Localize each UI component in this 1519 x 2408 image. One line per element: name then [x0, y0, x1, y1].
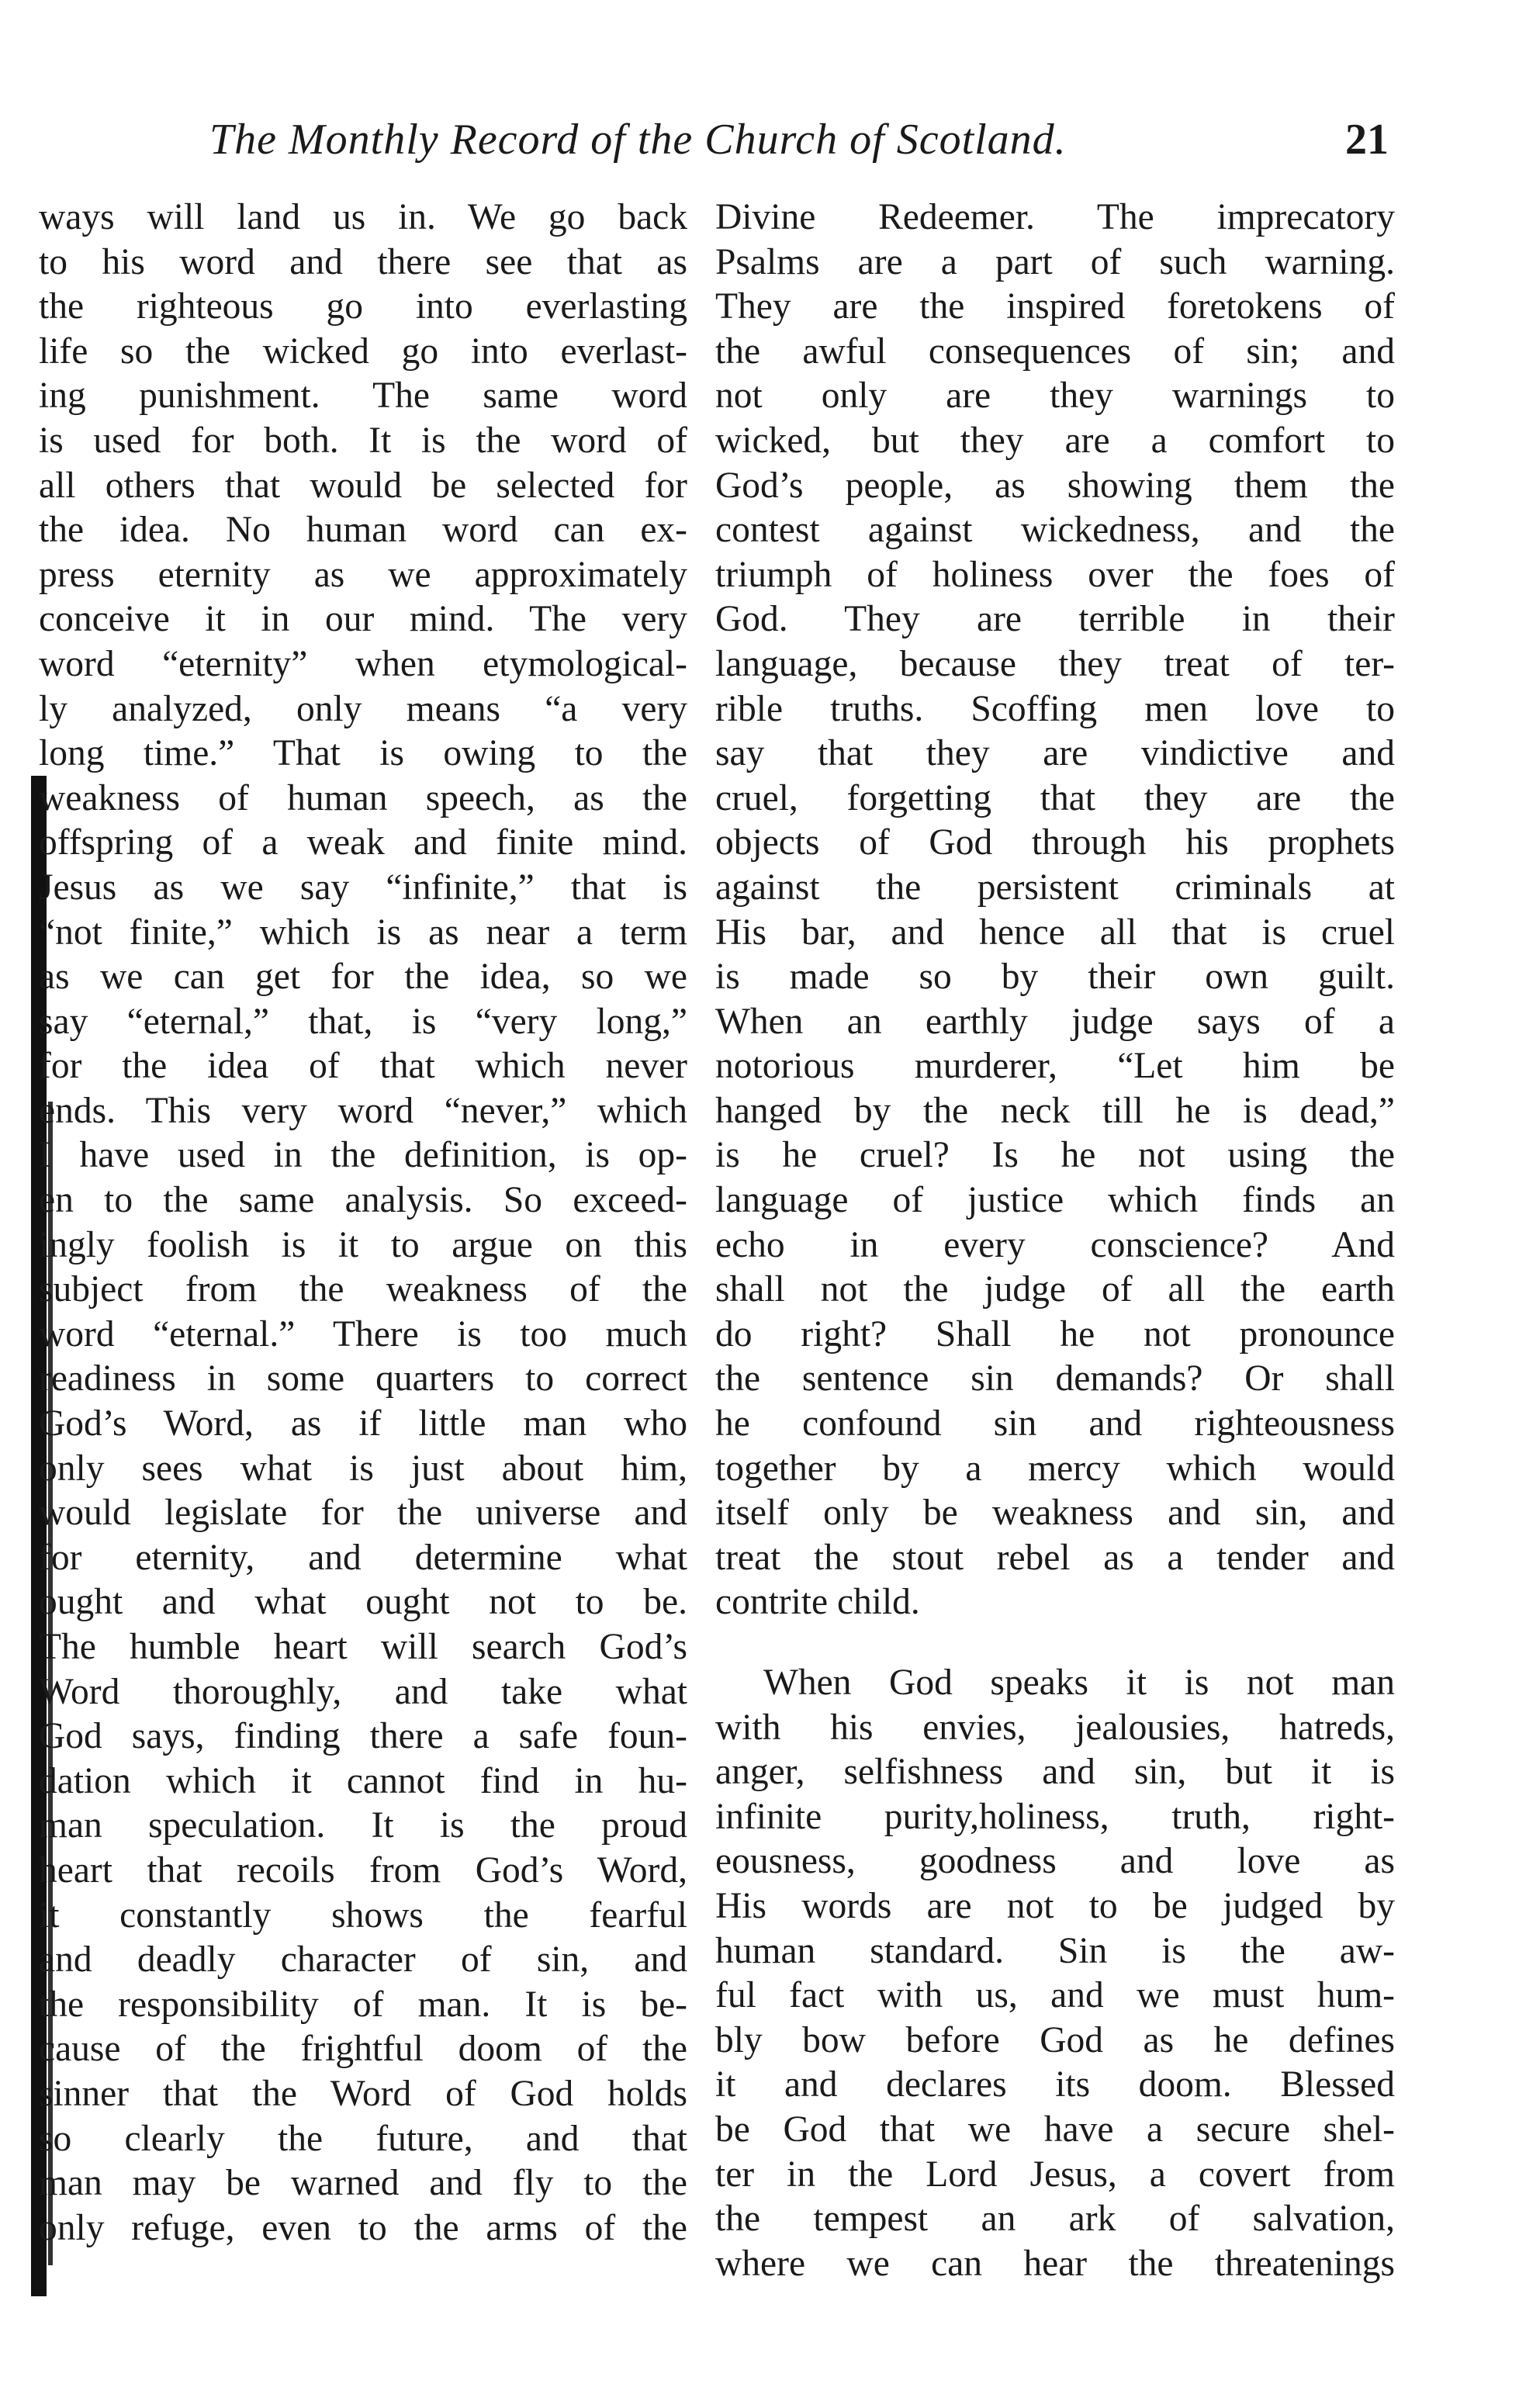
- text-line: bly bow before God as he defines: [715, 2019, 1395, 2060]
- text-line: language of justice which finds an: [715, 1180, 1395, 1221]
- text-line: against the persistent criminals at: [715, 867, 1395, 908]
- text-line: anger, selfishness and sin, but it is: [715, 1752, 1395, 1793]
- text-line: together by a mercy which would: [715, 1448, 1395, 1489]
- paragraph-imprecatory-psalms: [715, 195, 1395, 1625]
- text-line: notorious murderer, “Let him be: [715, 1046, 1395, 1087]
- text-line: with his envies, jealousies, hatreds,: [715, 1707, 1395, 1748]
- running-header: [209, 115, 1389, 177]
- text-line: be God that we have a secure shel-: [715, 2109, 1395, 2150]
- page-number: 21: [1345, 116, 1389, 164]
- text-line: “not finite,” which is as near a term: [39, 912, 687, 953]
- text-line: echo in every conscience? And: [715, 1224, 1395, 1265]
- text-line: infinite purity,holiness, truth, right-: [715, 1796, 1395, 1837]
- text-line: conceive it in our mind. The very: [39, 599, 687, 640]
- text-line: The humble heart will search God’s: [39, 1627, 687, 1667]
- text-line: rible truths. Scoffing men love to: [715, 688, 1395, 729]
- text-line: readiness in some quarters to correct: [39, 1358, 687, 1399]
- text-line: do right? Shall he not pronounce: [715, 1313, 1395, 1354]
- text-line: contest against wickedness, and the: [715, 510, 1395, 551]
- text-line: ways will land us in. We go back: [39, 197, 687, 237]
- text-line: it constantly shows the fearful: [39, 1894, 687, 1936]
- right-column: [715, 195, 1395, 2286]
- text-line: weakness of human speech, as the: [39, 777, 687, 818]
- text-line: Psalms are a part of such warning.: [715, 241, 1395, 282]
- text-line: so clearly the future, and that: [39, 2118, 687, 2159]
- text-line: ly analyzed, only means “a very: [39, 688, 687, 729]
- text-line: life so the wicked go into everlast-: [39, 330, 687, 372]
- text-line: where we can hear the threatenings: [715, 2243, 1395, 2284]
- paragraph-when-god-speaks: [715, 1661, 1395, 2286]
- text-line: man may be warned and fly to the: [39, 2163, 687, 2204]
- text-line: press eternity as we approximately: [39, 554, 687, 595]
- text-line: eousness, goodness and love as: [715, 1841, 1395, 1882]
- text-line: would legislate for the universe and: [39, 1493, 687, 1534]
- text-line: not only are they warnings to: [715, 375, 1395, 417]
- paragraph-gap: [715, 1625, 1395, 1661]
- left-column: [39, 195, 687, 2251]
- text-line: man speculation. It is the proud: [39, 1805, 687, 1846]
- text-line: say that they are vindictive and: [715, 733, 1395, 774]
- text-line: he confound sin and righteousness: [715, 1403, 1395, 1444]
- text-line: ful fact with us, and we must hum-: [715, 1975, 1395, 2016]
- text-line: only refuge, even to the arms of the: [39, 2207, 687, 2248]
- text-line: the sentence sin demands? Or shall: [715, 1358, 1395, 1399]
- text-line: for the idea of that which never: [39, 1046, 687, 1087]
- journal-title: The Monthly Record of the Church of Scotland.: [209, 116, 1067, 164]
- text-line: only sees what is just about him,: [39, 1448, 687, 1489]
- text-line: cruel, forgetting that they are the: [715, 777, 1395, 818]
- text-line: ingly foolish is it to argue on this: [39, 1224, 687, 1265]
- text-line: word “eternity” when etymological-: [39, 643, 687, 684]
- text-line: the awful consequences of sin; and: [715, 330, 1395, 372]
- text-line: word “eternal.” There is too much: [39, 1313, 687, 1354]
- text-line: the righteous go into everlasting: [39, 286, 687, 327]
- text-line: as we can get for the idea, so we: [39, 957, 687, 998]
- text-line: to his word and there see that as: [39, 241, 687, 282]
- text-line: long time.” That is owing to the: [39, 733, 687, 774]
- text-line: God’s Word, as if little man who: [39, 1403, 687, 1444]
- text-line: cause of the frightful doom of the: [39, 2029, 687, 2070]
- text-line: triumph of holiness over the foes of: [715, 554, 1395, 595]
- text-line: ends. This very word “never,” which: [39, 1090, 687, 1131]
- text-line: en to the same analysis. So exceed-: [39, 1180, 687, 1221]
- text-line: subject from the weakness of the: [39, 1269, 687, 1310]
- text-line: contrite child.: [715, 1582, 920, 1623]
- text-line: the responsibility of man. It is be-: [39, 1984, 687, 2025]
- text-line: say “eternal,” that, is “very long,”: [39, 1001, 687, 1042]
- text-line: dation which it cannot find in hu-: [39, 1760, 687, 1801]
- text-line: His words are not to be judged by: [715, 1885, 1395, 1926]
- text-line: it and declares its doom. Blessed: [715, 2064, 1395, 2105]
- text-line: I have used in the definition, is op-: [39, 1135, 687, 1176]
- text-line: ought and what ought not to be.: [39, 1582, 687, 1623]
- text-line: hanged by the neck till he is dead,”: [715, 1090, 1395, 1131]
- text-line: treat the stout rebel as a tender and: [715, 1537, 1395, 1578]
- text-line: They are the inspired foretokens of: [715, 286, 1395, 327]
- text-line: God. They are terrible in their: [715, 599, 1395, 640]
- text-line: sinner that the Word of God holds: [39, 2073, 687, 2114]
- text-line: is he cruel? Is he not using the: [715, 1135, 1395, 1176]
- text-line: ter in the Lord Jesus, a covert from: [715, 2154, 1395, 2195]
- text-line: is made so by their own guilt.: [715, 957, 1395, 998]
- text-line: God’s people, as showing them the: [715, 465, 1395, 506]
- text-line: and deadly character of sin, and: [39, 1939, 687, 1981]
- text-line: heart that recoils from God’s Word,: [39, 1849, 687, 1891]
- text-line: all others that would be selected for: [39, 465, 687, 506]
- text-line: the idea. No human word can ex-: [39, 510, 687, 551]
- text-line: offspring of a weak and finite mind.: [39, 822, 687, 863]
- text-line: for eternity, and determine what: [39, 1537, 687, 1578]
- text-line: the tempest an ark of salvation,: [715, 2199, 1395, 2240]
- text-line: Divine Redeemer. The imprecatory: [715, 197, 1395, 237]
- text-line: is used for both. It is the word of: [39, 420, 687, 461]
- text-line: God says, finding there a safe foun-: [39, 1716, 687, 1757]
- text-line: Word thoroughly, and take what: [39, 1671, 687, 1712]
- text-line: itself only be weakness and sin, and: [715, 1493, 1395, 1534]
- text-line: When an earthly judge says of a: [715, 1001, 1395, 1042]
- text-line: wicked, but they are a comfort to: [715, 420, 1395, 461]
- text-line: language, because they treat of ter-: [715, 643, 1395, 684]
- text-line: ing punishment. The same word: [39, 375, 687, 417]
- text-line: objects of God through his prophets: [715, 822, 1395, 863]
- text-line: shall not the judge of all the earth: [715, 1269, 1395, 1310]
- text-line: When God speaks it is not man: [763, 1662, 1395, 1703]
- text-line: Jesus as we say “infinite,” that is: [39, 867, 687, 908]
- text-line: His bar, and hence all that is cruel: [715, 912, 1395, 953]
- text-line: human standard. Sin is the aw-: [715, 1930, 1395, 1971]
